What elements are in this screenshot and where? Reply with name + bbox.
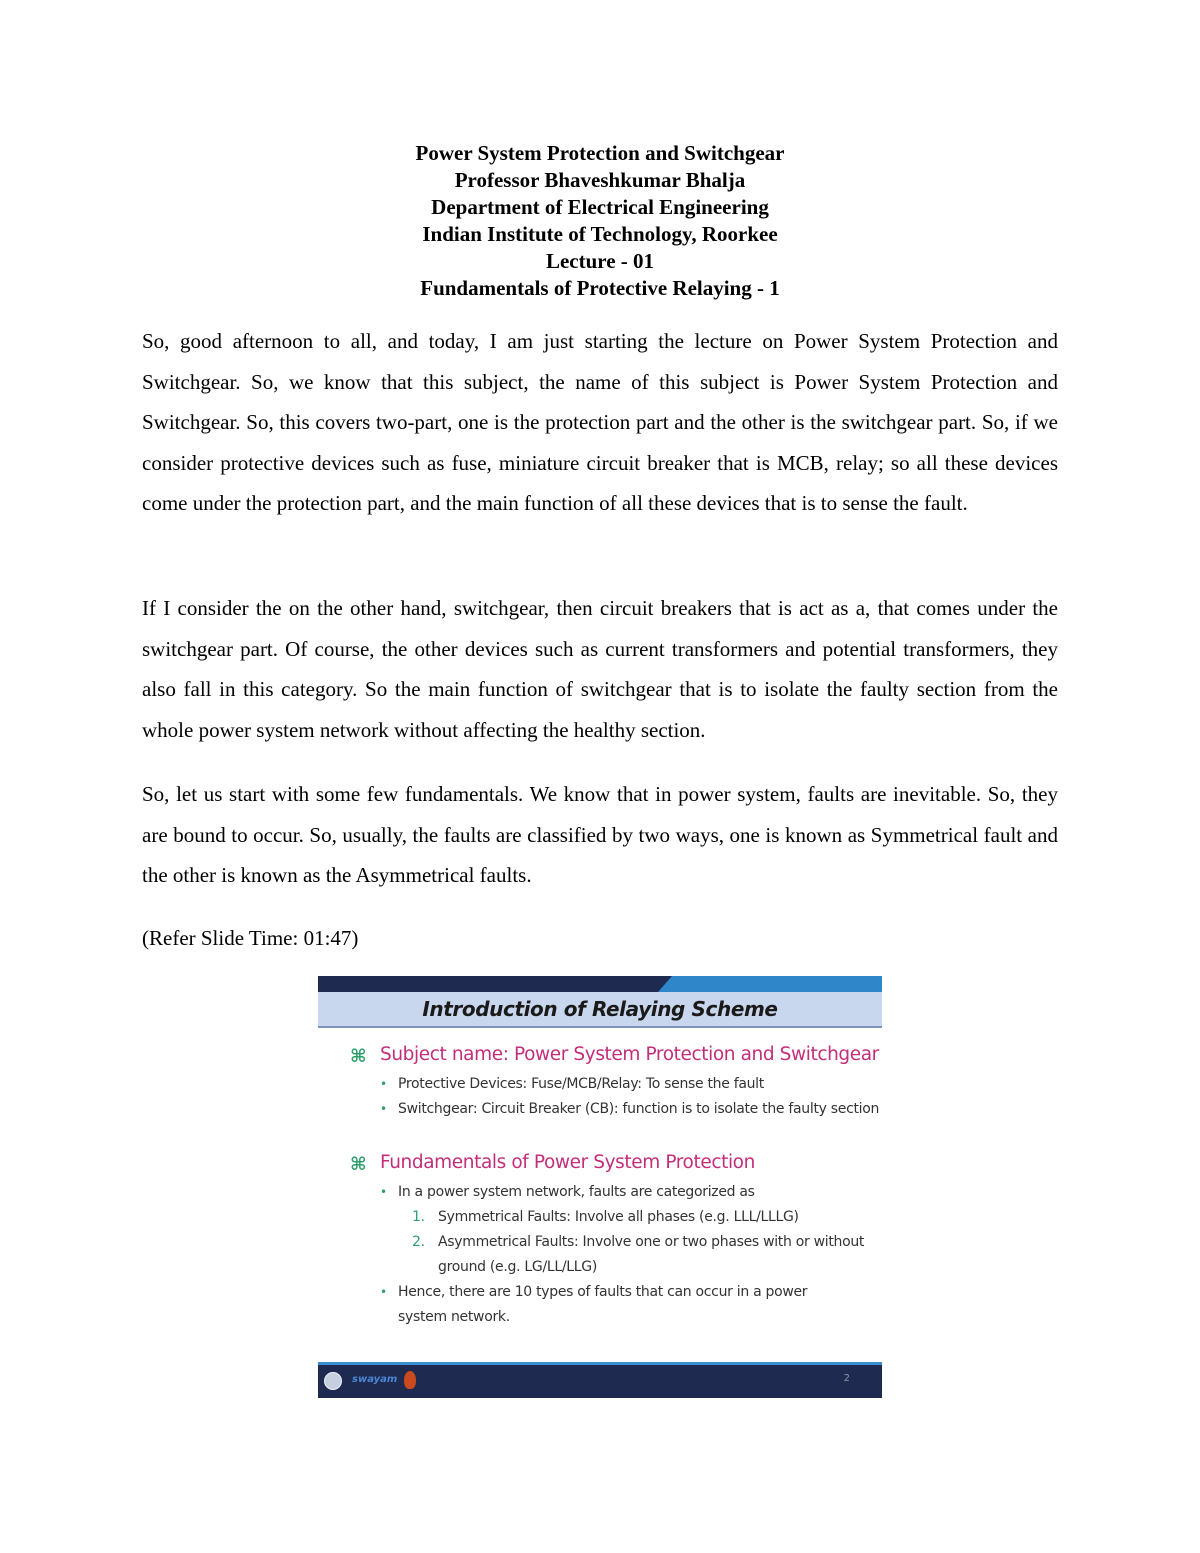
section-title: Fundamentals of Power System Protection xyxy=(380,1152,755,1173)
refer-slide-time: (Refer Slide Time: 01:47) xyxy=(142,926,359,950)
bullet-dot-icon: • xyxy=(380,1185,387,1199)
slide-image xyxy=(318,976,882,1398)
bullet-dot-icon: • xyxy=(380,1285,387,1299)
paragraph-1: So, good afternoon to all, and today, I am just starting the lecture on Power System Protection and Switchgear. So, we know that this subject, the name of this subject is Power System Protection and Switchgear. So, this covers two-part, one is the protection part and the other is the switchgear part. So, if we consider protective devices such as fuse, miniature circuit breaker that is MCB, relay; so all these devices come under the protection part, and the main function of all these devices that is to sense the fault. xyxy=(142,329,1058,515)
bullet-list xyxy=(350,1072,880,1122)
list-item: • Hence, there are 10 types of faults that can occur in a power system network. xyxy=(350,1280,858,1330)
swayam-logo: swayam xyxy=(352,1374,398,1385)
department-name: Department of Electrical Engineering xyxy=(431,195,769,219)
slide-page-number: 2 xyxy=(843,1373,850,1384)
lecture-number: Lecture - 01 xyxy=(545,249,655,273)
list-item: • Switchgear: Circuit Breaker (CB): function is to isolate the faulty section xyxy=(350,1097,870,1122)
institute-name: Indian Institute of Technology, Roorkee xyxy=(422,222,778,246)
bullet-dot-icon: • xyxy=(380,1102,387,1116)
institute-logo-icon xyxy=(324,1372,342,1390)
list-item: 2. Asymmetrical Faults: Involve one or two phases with or without ground (e.g. LG/LL/LLG) xyxy=(412,1234,865,1275)
list-item: 1. Symmetrical Faults: Involve all phases (e.g. LLL/LLLG) xyxy=(412,1209,799,1225)
command-key-icon: ⌘ xyxy=(350,1154,367,1175)
section-title: Subject name: Power System Protection and Switchgear xyxy=(380,1044,879,1065)
paragraph-3: So, let us start with some few fundamentals. We know that in power system, faults are inevitable. So, they are bound to occur. So, usually, the faults are classified by two ways, one is known as Symmetrical fault and the other is known as the Asymmetrical faults. xyxy=(142,782,1058,887)
professor-name: Professor Bhaveshkumar Bhalja xyxy=(454,168,746,192)
slide-section-subject xyxy=(350,1044,880,1122)
lecture-topic: Fundamentals of Protective Relaying - 1 xyxy=(420,276,780,300)
slide-section-fundamentals xyxy=(350,1152,870,1330)
bullet-list xyxy=(350,1180,870,1205)
slide-top-accent xyxy=(658,976,882,992)
document-header xyxy=(0,140,1200,302)
bullet-dot-icon: • xyxy=(380,1077,387,1091)
list-item: • Protective Devices: Fuse/MCB/Relay: To sense the fault xyxy=(350,1072,870,1097)
slide-title-bar xyxy=(318,992,882,1028)
slide-title: Introduction of Relaying Scheme xyxy=(422,997,778,1021)
paragraph-2: If I consider the on the other hand, switchgear, then circuit breakers that is act as a, that comes under the switchgear part. Of course, the other devices such as current transformers and potential transformers, they also fall in this category. So the main function of switchgear that is to isolate the faulty section from the whole power system network without affecting the healthy section. xyxy=(142,596,1058,742)
bullet-list xyxy=(350,1280,870,1330)
slide-footer xyxy=(318,1362,882,1398)
command-key-icon: ⌘ xyxy=(350,1046,367,1067)
list-item: • In a power system network, faults are categorized as xyxy=(350,1180,870,1205)
nptel-logo-icon xyxy=(404,1371,416,1389)
course-title: Power System Protection and Switchgear xyxy=(415,141,785,165)
numbered-list xyxy=(350,1205,870,1280)
